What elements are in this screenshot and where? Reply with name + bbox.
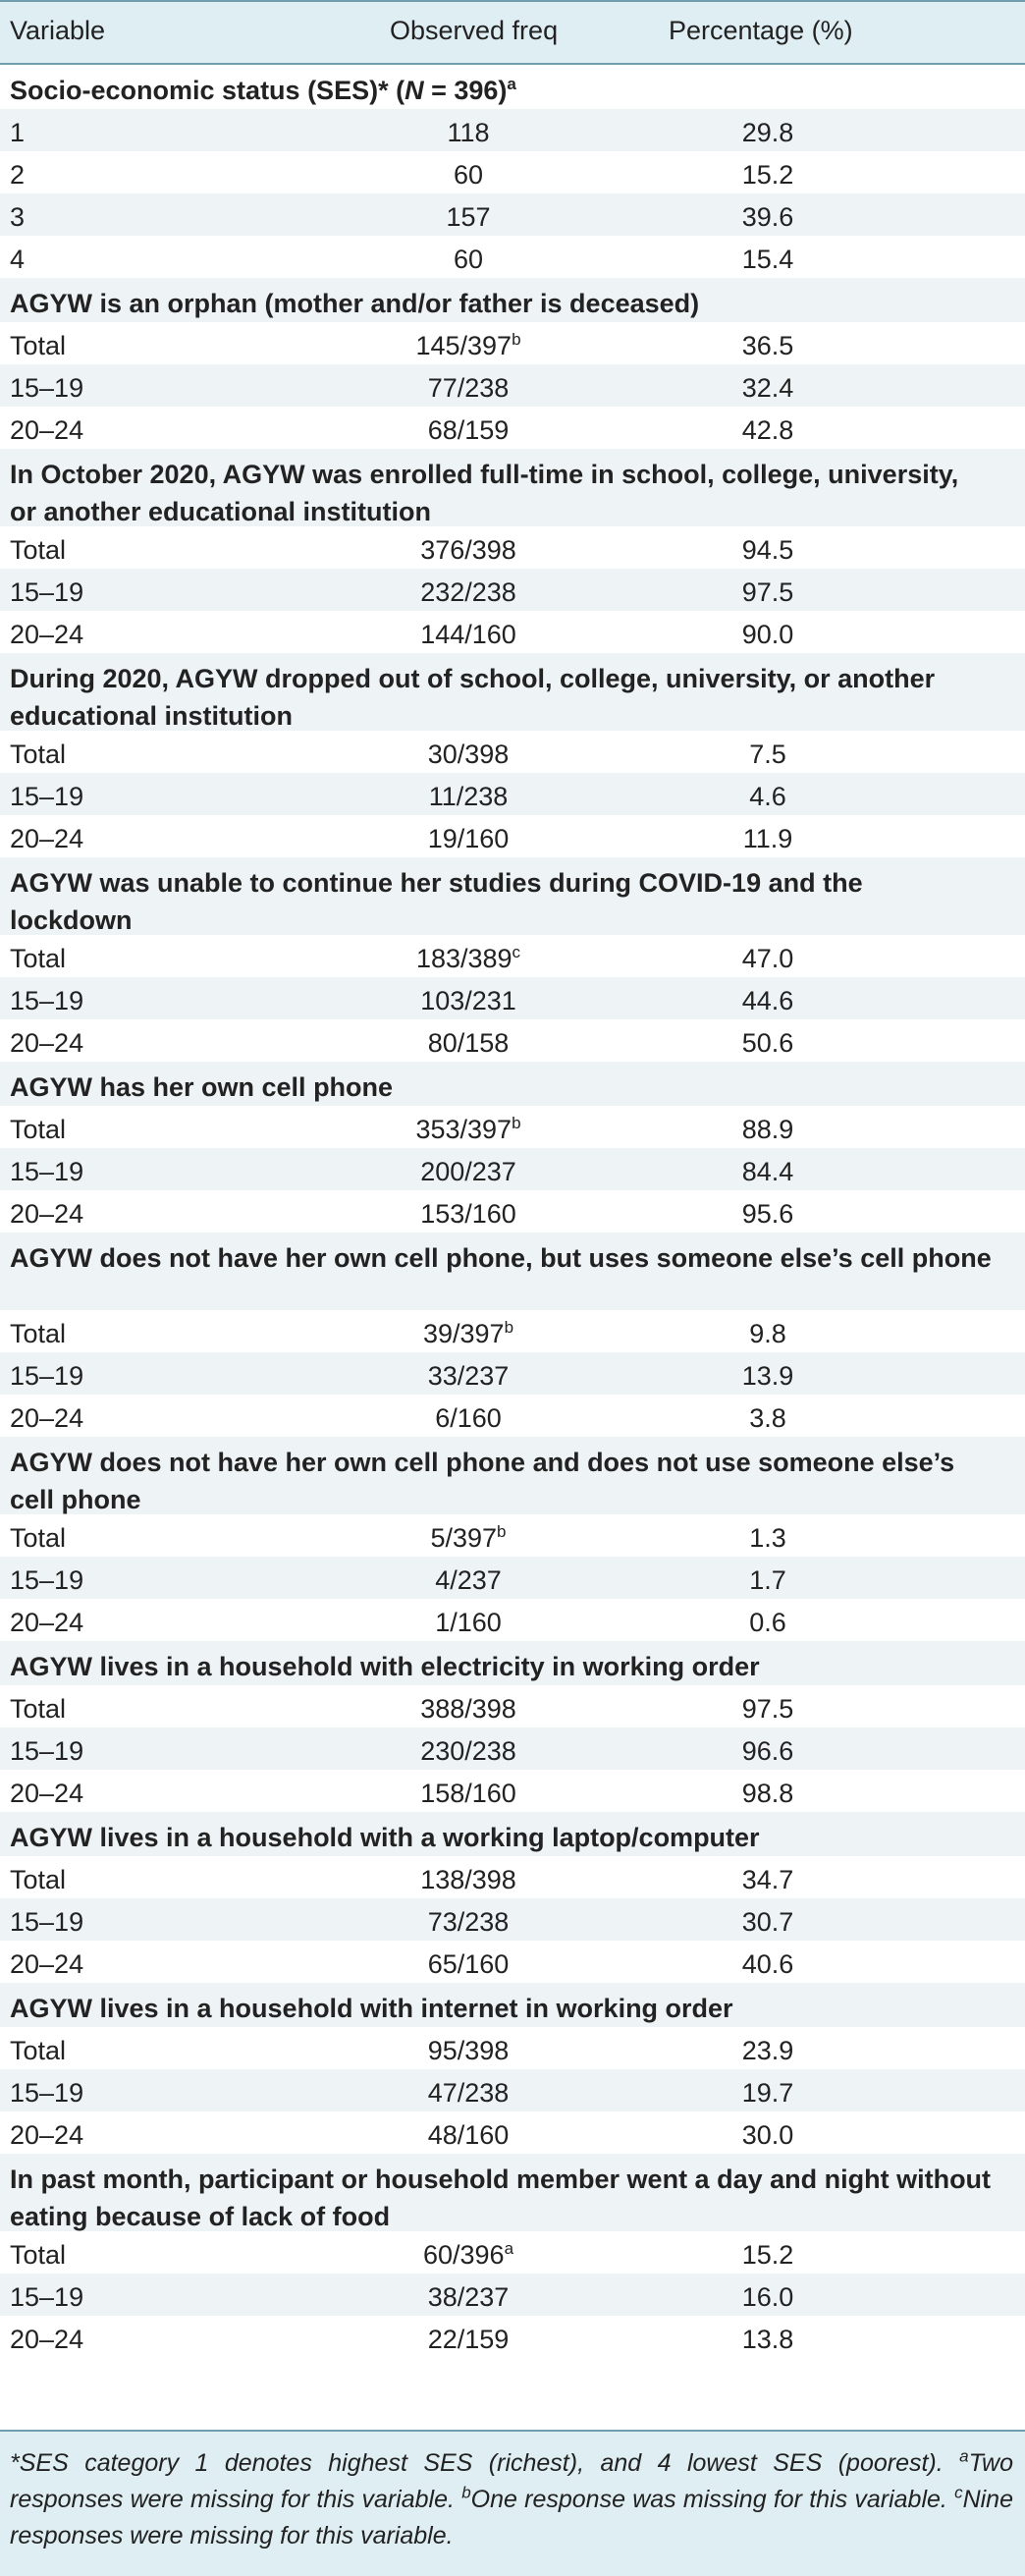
row-label: 20–24 bbox=[10, 824, 84, 853]
row-label: 20–24 bbox=[10, 1949, 84, 1979]
row-label: 15–19 bbox=[10, 986, 84, 1015]
row-label: Total bbox=[10, 1523, 67, 1553]
section-title: In October 2020, AGYW was enrolled full-time in school, college, university, or another educational institution bbox=[10, 460, 959, 526]
table-row: Total 95/398 23.9 bbox=[10, 2036, 794, 2065]
section-header bbox=[0, 1437, 1025, 1514]
row-label: 20–24 bbox=[10, 620, 84, 649]
table-row: 20–24 19/160 11.9 bbox=[10, 824, 793, 853]
footnote-marker: b bbox=[512, 330, 521, 349]
table-row: 1 118 29.8 bbox=[0, 109, 1025, 151]
row-label: 20–24 bbox=[10, 1028, 84, 1058]
table-row: 20–24 1/160 0.6 bbox=[10, 1608, 786, 1637]
table-row: 20–24 22/159 13.8 bbox=[10, 2325, 794, 2354]
row-label: 15–19 bbox=[10, 373, 84, 403]
row-label: 20–24 bbox=[10, 1608, 84, 1637]
table-row: 15–19 47/238 19.7 bbox=[0, 2069, 1025, 2111]
section-title: AGYW is an orphan (mother and/or father is deceased) bbox=[10, 289, 700, 318]
table-row: 20–24 80/158 50.6 bbox=[10, 1028, 794, 1058]
table-row: 20–24 6/160 3.8 bbox=[10, 1403, 786, 1433]
section-header bbox=[0, 2154, 1025, 2231]
table-row: 20–24 68/159 42.8 bbox=[10, 415, 794, 445]
row-label: Total bbox=[10, 331, 67, 360]
row-label: 15–19 bbox=[10, 2282, 84, 2312]
row-label: 20–24 bbox=[10, 2325, 84, 2354]
row-label: 2 bbox=[10, 160, 26, 190]
table-footnote: *SES category 1 denotes highest SES (richest), and 4 lowest SES (poorest). $^a$Two responses were missing for this variable. $^b$One response was missing for this variable. $^c$Nine responses were missing for this variable. bbox=[0, 2430, 1025, 2576]
row-label: Total bbox=[10, 535, 67, 565]
header-variable: Variable bbox=[10, 16, 106, 45]
table-row: Total 39/397$^b$ 9.8 bbox=[10, 1318, 786, 1348]
row-label: 15–19 bbox=[10, 1157, 84, 1186]
row-label: Total bbox=[10, 944, 67, 973]
footnote-marker: c bbox=[512, 943, 521, 961]
table-row: Total 353/397$^b$ 88.9 bbox=[10, 1114, 794, 1144]
row-label: Total bbox=[10, 740, 67, 769]
table-row: Total 60/396$^a$ 15.2 bbox=[10, 2239, 794, 2270]
footnote-marker: b bbox=[512, 1114, 521, 1132]
table-row: 15–19 103/231 44.6 bbox=[0, 977, 1025, 1019]
section-header bbox=[0, 278, 1025, 322]
row-label: Total bbox=[10, 2036, 67, 2065]
table-row: 15–19 33/237 13.9 bbox=[0, 1352, 1025, 1395]
table-row: 15–19 73/238 30.7 bbox=[0, 1898, 1025, 1941]
row-label: 20–24 bbox=[10, 1779, 84, 1808]
table-row: 20–24 158/160 98.8 bbox=[10, 1779, 794, 1808]
section-title: During 2020, AGYW dropped out of school, college, university, or another educational institution bbox=[10, 664, 936, 731]
section-header bbox=[0, 1641, 1025, 1685]
section-title: AGYW lives in a household with electricity in working order bbox=[10, 1652, 760, 1681]
section-header bbox=[0, 857, 1025, 935]
section-header bbox=[0, 653, 1025, 731]
row-label: Total bbox=[10, 1865, 67, 1894]
row-label: 15–19 bbox=[10, 782, 84, 811]
section-header bbox=[0, 65, 1025, 109]
row-label: Total bbox=[10, 2240, 67, 2270]
table-body bbox=[0, 65, 1025, 2358]
footnote-marker: b bbox=[504, 1318, 514, 1337]
footnote-marker: b bbox=[497, 1522, 507, 1541]
section-header bbox=[0, 1233, 1025, 1310]
section-header bbox=[0, 1062, 1025, 1106]
row-label: 15–19 bbox=[10, 577, 84, 607]
row-label: 20–24 bbox=[10, 2120, 84, 2150]
row-label: 15–19 bbox=[10, 1565, 84, 1595]
row-label: Total bbox=[10, 1319, 67, 1348]
row-label: 15–19 bbox=[10, 1736, 84, 1766]
section-header bbox=[0, 1983, 1025, 2027]
table-row: 3 157 39.6 bbox=[0, 193, 1025, 236]
table-row: Total 183/389$^c$ 47.0 bbox=[10, 943, 794, 973]
table-header bbox=[0, 0, 1025, 65]
table-row: Total 388/398 97.5 bbox=[10, 1694, 794, 1724]
table-row: 4 60 15.4 bbox=[10, 245, 794, 274]
table-row: Total 145/397$^b$ 36.5 bbox=[10, 330, 794, 360]
row-label: 20–24 bbox=[10, 1199, 84, 1229]
table-row: Total 30/398 7.5 bbox=[10, 740, 786, 769]
table-row: Total 376/398 94.5 bbox=[10, 535, 794, 565]
section-header bbox=[0, 449, 1025, 526]
section-title: Socio-economic status (SES)* (N = 396)$^a$ bbox=[10, 75, 516, 105]
row-label: 15–19 bbox=[10, 1361, 84, 1391]
section-title: AGYW does not have her own cell phone and does not use someone else’s cell phone bbox=[10, 1448, 955, 1514]
table-row: Total 138/398 34.7 bbox=[10, 1865, 794, 1894]
table-row: 15–19 11/238 4.6 bbox=[0, 773, 1025, 815]
table-row: 2 60 15.2 bbox=[10, 160, 794, 190]
row-label: 4 bbox=[10, 245, 26, 274]
row-label: 3 bbox=[10, 202, 26, 232]
section-title: AGYW lives in a household with a working laptop/computer bbox=[10, 1823, 760, 1852]
table-row: 20–24 153/160 95.6 bbox=[10, 1199, 794, 1229]
section-title: AGYW has her own cell phone bbox=[10, 1072, 394, 1102]
table-row: 20–24 65/160 40.6 bbox=[10, 1949, 794, 1979]
row-label: 20–24 bbox=[10, 415, 84, 445]
header-percentage: Percentage (%) bbox=[669, 16, 853, 45]
table-row: 15–19 232/238 97.5 bbox=[0, 569, 1025, 611]
section-title: AGYW does not have her own cell phone, but uses someone else’s cell phone bbox=[10, 1243, 992, 1273]
table-row: 15–19 38/237 16.0 bbox=[0, 2274, 1025, 2316]
row-label: 1 bbox=[10, 118, 26, 147]
row-label: 15–19 bbox=[10, 2078, 84, 2108]
table-row: Total 5/397$^b$ 1.3 bbox=[10, 1522, 786, 1553]
table-row: 15–19 200/237 84.4 bbox=[0, 1148, 1025, 1190]
section-header bbox=[0, 1812, 1025, 1856]
section-title: In past month, participant or household member went a day and night without eating because of lack of food bbox=[10, 2165, 992, 2231]
table-row: 15–19 230/238 96.6 bbox=[0, 1727, 1025, 1770]
table-row: 15–19 4/237 1.7 bbox=[0, 1557, 1025, 1599]
section-title: AGYW lives in a household with internet in working order bbox=[10, 1994, 733, 2023]
table-row: 15–19 77/238 32.4 bbox=[0, 364, 1025, 407]
row-label: 15–19 bbox=[10, 1907, 84, 1937]
section-title: AGYW was unable to continue her studies during COVID-19 and the lockdown bbox=[10, 868, 863, 935]
table-row: 20–24 144/160 90.0 bbox=[10, 620, 794, 649]
row-label: Total bbox=[10, 1694, 67, 1724]
footnote-marker: a bbox=[504, 2239, 514, 2258]
row-label: 20–24 bbox=[10, 1403, 84, 1433]
row-label: Total bbox=[10, 1115, 67, 1144]
table-row: 20–24 48/160 30.0 bbox=[10, 2120, 794, 2150]
header-observed-freq: Observed freq bbox=[390, 16, 559, 45]
